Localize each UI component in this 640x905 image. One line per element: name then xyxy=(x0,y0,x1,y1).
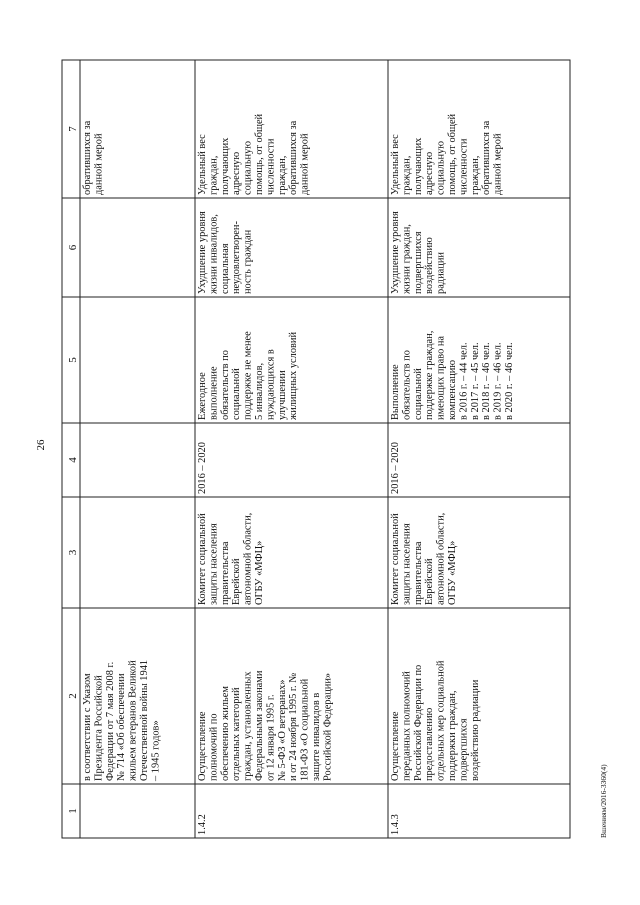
cell-row2-col5-line: 5 инвалидов, xyxy=(254,362,265,420)
cell-row3-col2-line: Российской Федерации по xyxy=(412,664,424,781)
page-number: 26 xyxy=(35,439,47,451)
cell-row3-col3-line: защиты населения xyxy=(401,523,413,605)
cell-row3-col5-line: компенсацию xyxy=(447,359,458,420)
cell-row2-col7-line: Удельный вес xyxy=(197,134,208,195)
cell-row2-col7-line: данной мерой xyxy=(299,133,311,195)
cell-row2-col7-line: граждан, xyxy=(276,155,288,195)
cell-row2-col7-line: адресную xyxy=(231,151,243,195)
cell-row3-col7-line: численности xyxy=(458,138,470,195)
cell-row2-col4-line: 2016 – 2020 xyxy=(197,442,208,494)
cell-row2-col3-line: защиты населения xyxy=(208,523,220,605)
cell-row3-col5-line: поддержке граждан, xyxy=(424,330,436,420)
cell-row2-col6-line: жизни инвалидов, xyxy=(208,214,220,294)
cell-row2-col7-line: численности xyxy=(265,138,277,195)
cell-row2-col5-line: Ежегодное xyxy=(197,372,208,420)
cell-row2-col3-line: правительства xyxy=(219,541,231,605)
cell-row3-col2-line: поддержки граждан, xyxy=(447,690,458,781)
cell-row1-col7-line: обратившихся за xyxy=(82,120,93,195)
cell-row2-col3-line: Комитет социальной xyxy=(197,513,208,605)
cell-row2-col1-line: 1.4.2 xyxy=(197,814,208,835)
cell-row3-col5-line: Выполнение xyxy=(390,364,401,420)
cell-row1-col2-line: Федерации от 7 мая 2008 г. xyxy=(104,661,116,781)
cell-row2-col5-line: улучшении xyxy=(276,370,288,420)
cell-row1-col2-line: № 714 «Об обеспечении xyxy=(116,673,128,781)
footer-document-code: Вшениям/2016-3360(4) xyxy=(599,764,608,838)
cell-row3-col7-line: граждан, xyxy=(469,155,481,195)
cell-row3-col2-line: предоставлению xyxy=(424,707,436,781)
cell-row1-col2-line: жильем ветеранов Великой xyxy=(127,660,139,781)
cell-row2-col6-line: Ухудшение уровня xyxy=(197,211,208,294)
cell-row3-col7-line: социальную xyxy=(435,140,447,195)
cell-row3-col6-line: Ухудшение уровня xyxy=(390,211,401,294)
cell-row3-col3-line: Еврейской xyxy=(424,558,436,605)
cell-row3-col6-line: подвергшихся xyxy=(412,231,424,294)
column-header-2: 2 xyxy=(67,693,79,699)
cell-row2-col5-line: социальной xyxy=(231,368,243,420)
cell-row3-col7-line: граждан, xyxy=(401,155,413,195)
cell-row2-col3-line: ОГБУ «МФЦ» xyxy=(254,540,265,605)
cell-row2-col7-line: социальную xyxy=(242,140,254,195)
cell-row3-col5-line: в 2016 г. – 44 чел. xyxy=(458,342,470,420)
cell-row2-col2-line: обеспечению жильем xyxy=(219,686,231,781)
cell-row2-col7-line: граждан, xyxy=(208,155,220,195)
cell-row3-col5-line: обязательств по xyxy=(401,350,413,420)
cell-row3-col1-line: 1.4.3 xyxy=(390,814,401,835)
cell-row2-col2-line: 181-ФЗ «О социальной xyxy=(299,678,311,781)
column-header-5: 5 xyxy=(67,357,79,363)
cell-row2-col2-line: от 12 января 1995 г. xyxy=(265,694,277,781)
cell-row1-col2-line: в соответствии с Указом xyxy=(82,673,93,781)
cell-row1-col2-line: Отечественной войны 1941 xyxy=(139,659,150,781)
cell-row2-col6-line: неудовлетворен- xyxy=(231,221,243,294)
cell-row2-col3-line: Еврейской xyxy=(231,558,243,605)
cell-row3-col7-line: получающих xyxy=(412,137,424,195)
cell-row2-col3-line: автономной области, xyxy=(242,512,254,605)
column-header-4: 4 xyxy=(67,457,79,463)
cell-row3-col2-line: подвергшихся xyxy=(458,718,470,781)
cell-row2-col2-line: № 5-ФЗ «О ветеранах» xyxy=(276,679,288,781)
column-header-7: 7 xyxy=(67,126,79,132)
cell-row3-col5-line: в 2017 г. – 45 чел. xyxy=(469,342,481,420)
cell-row2-col5-line: выполнение xyxy=(208,366,220,420)
cell-row2-col2-line: граждан, установленных xyxy=(242,671,254,781)
cell-row2-col2-line: Осуществление xyxy=(197,711,208,781)
cell-row2-col5-line: нуждающихся в xyxy=(265,349,277,420)
cell-row3-col6-line: жизни граждан, xyxy=(401,224,413,294)
cell-row2-col2-line: и от 24 ноября 1995 г. № xyxy=(288,672,300,781)
cell-row2-col2-line: Российской Федерации» xyxy=(322,672,334,781)
column-header-3: 3 xyxy=(67,549,79,556)
cell-row3-col3-line: автономной области, xyxy=(435,512,447,605)
cell-row2-col2-line: полномочий по xyxy=(208,713,220,781)
cell-row3-col4-line: 2016 – 2020 xyxy=(390,442,401,494)
cell-row2-col7-line: обратившихся за xyxy=(288,120,300,195)
cell-row3-col7-line: данной мерой xyxy=(492,133,504,195)
cell-row2-col6-line: социальная xyxy=(219,243,231,294)
cell-row3-col7-line: Удельный вес xyxy=(390,134,401,195)
cell-row2-col2-line: защите инвалидов в xyxy=(311,692,322,781)
cell-row3-col6-line: радиации xyxy=(435,252,447,294)
cell-row2-col2-line: Федеральными законами xyxy=(254,670,265,781)
cell-row2-col7-line: получающих xyxy=(219,137,231,195)
column-header-6: 6 xyxy=(67,244,79,251)
cell-row3-col3-line: Комитет социальной xyxy=(390,513,401,605)
cell-row3-col5-line: имеющих право на xyxy=(435,335,447,420)
cell-row3-col3-line: ОГБУ «МФЦ» xyxy=(447,540,458,605)
cell-row3-col7-line: обратившихся за xyxy=(481,120,493,195)
cell-row2-col5-line: жилищных условий xyxy=(288,331,300,420)
cell-row3-col2-line: переданных полномочий xyxy=(401,671,413,781)
cell-row3-col7-line: помощь, от общей xyxy=(447,113,458,195)
cell-row1-col2-line: – 1945 годов» xyxy=(150,720,162,781)
cell-row2-col2-line: отдельных категорий xyxy=(231,687,243,781)
cell-row3-col5-line: в 2020 г. – 46 чел. xyxy=(504,342,515,420)
cell-row3-col5-line: социальной xyxy=(412,368,424,420)
cell-row2-col6-line: ность граждан xyxy=(242,229,254,294)
cell-row2-col5-line: поддержке не менее xyxy=(242,331,254,420)
cell-row1-col7-line: данной мерой xyxy=(93,133,105,195)
cell-row2-col5-line: обязательств по xyxy=(219,350,231,420)
cell-row3-col6-line: воздействию xyxy=(424,237,436,294)
cell-row2-col7-line: помощь, от общей xyxy=(254,113,265,195)
cell-row3-col2-line: отдельных мер социальной xyxy=(435,660,447,781)
column-header-1: 1 xyxy=(67,808,79,814)
cell-row3-col2-line: воздействию радиации xyxy=(469,679,481,781)
cell-row1-col2-line: Президента Российской xyxy=(93,675,105,781)
cell-row3-col2-line: Осуществление xyxy=(390,711,401,781)
cell-row3-col3-line: правительства xyxy=(412,541,424,605)
cell-row3-col7-line: адресную xyxy=(424,151,436,195)
cell-row3-col5-line: в 2018 г. – 46 чел. xyxy=(481,342,493,420)
cell-row3-col5-line: в 2019 г. – 46 чел. xyxy=(492,342,504,420)
